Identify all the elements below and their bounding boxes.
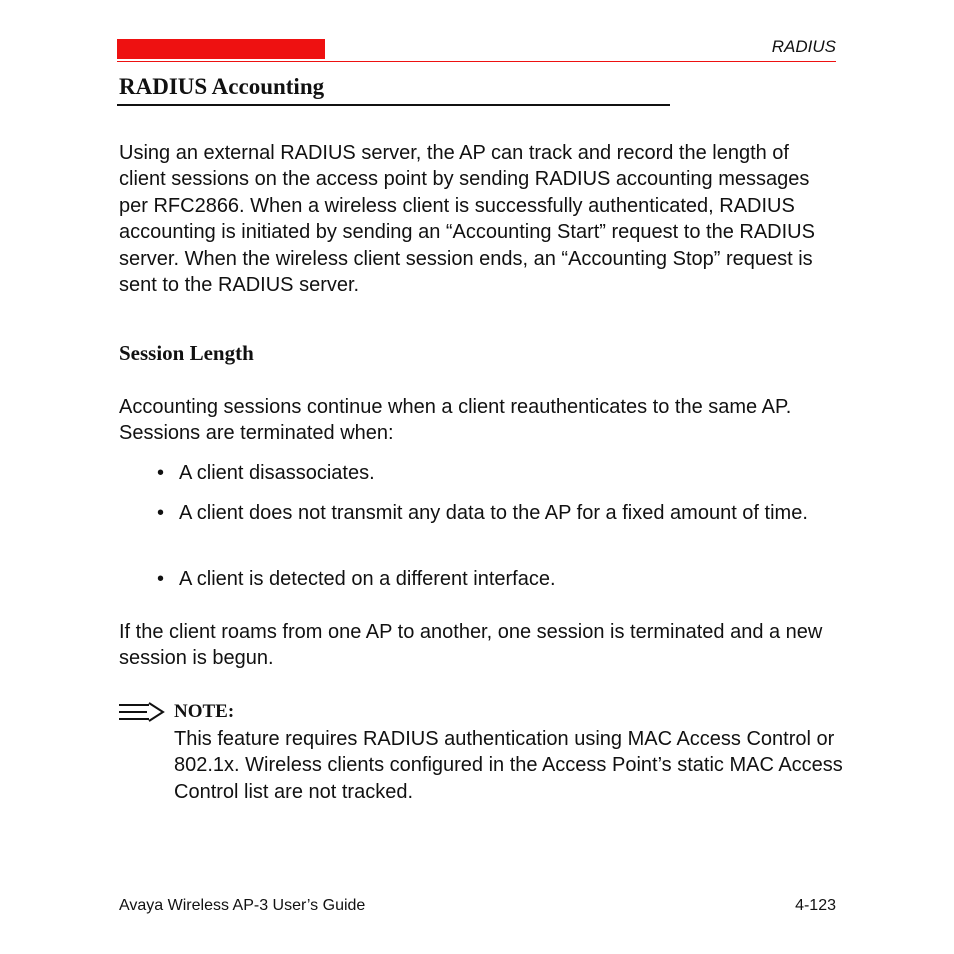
header-rule: [117, 61, 836, 62]
list-item: [157, 500, 837, 526]
list-item: [157, 460, 837, 486]
bullet-icon: •: [157, 502, 165, 524]
footer-guide-title: Avaya Wireless AP-3 User’s Guide: [119, 897, 366, 914]
bullet-icon: •: [157, 568, 165, 590]
list-item-text: A client is detected on a different interface.: [179, 568, 556, 590]
note-arrow-icon: [117, 700, 167, 724]
roaming-paragraph: If the client roams from one AP to another, one session is terminated and a new session is begun.: [119, 621, 823, 670]
running-header: RADIUS: [771, 37, 836, 56]
section-title-underline: [117, 104, 670, 106]
list-item: [157, 566, 837, 592]
note-text: This feature requires RADIUS authentication using MAC Access Control or 802.1x. Wireless clients configured in the Access Point’s static MAC Access Control list are not tracked.: [174, 728, 843, 803]
note-label: NOTE:: [174, 701, 235, 722]
section-title: RADIUS Accounting: [119, 74, 325, 99]
bullet-icon: •: [157, 462, 165, 484]
list-item-text: A client does not transmit any data to the AP for a fixed amount of time.: [179, 502, 808, 524]
list-item-text: A client disassociates.: [179, 462, 375, 484]
page-number: 4-123: [795, 897, 836, 914]
session-intro-paragraph: Accounting sessions continue when a client reauthenticates to the same AP. Sessions are terminated when:: [119, 396, 792, 445]
subsection-heading: Session Length: [119, 341, 254, 365]
intro-paragraph: Using an external RADIUS server, the AP can track and record the length of client sessions on the access point by sending RADIUS accounting messages per RFC2866. When a wireless client is successfully authenticated, RADIUS accounting is initiated by sending an “Accounting Start” request to the RADIUS server. When the wireless client session ends, an “Accounting Stop” request is sent to the RADIUS server.: [119, 142, 815, 297]
header-accent-bar: [117, 39, 325, 59]
